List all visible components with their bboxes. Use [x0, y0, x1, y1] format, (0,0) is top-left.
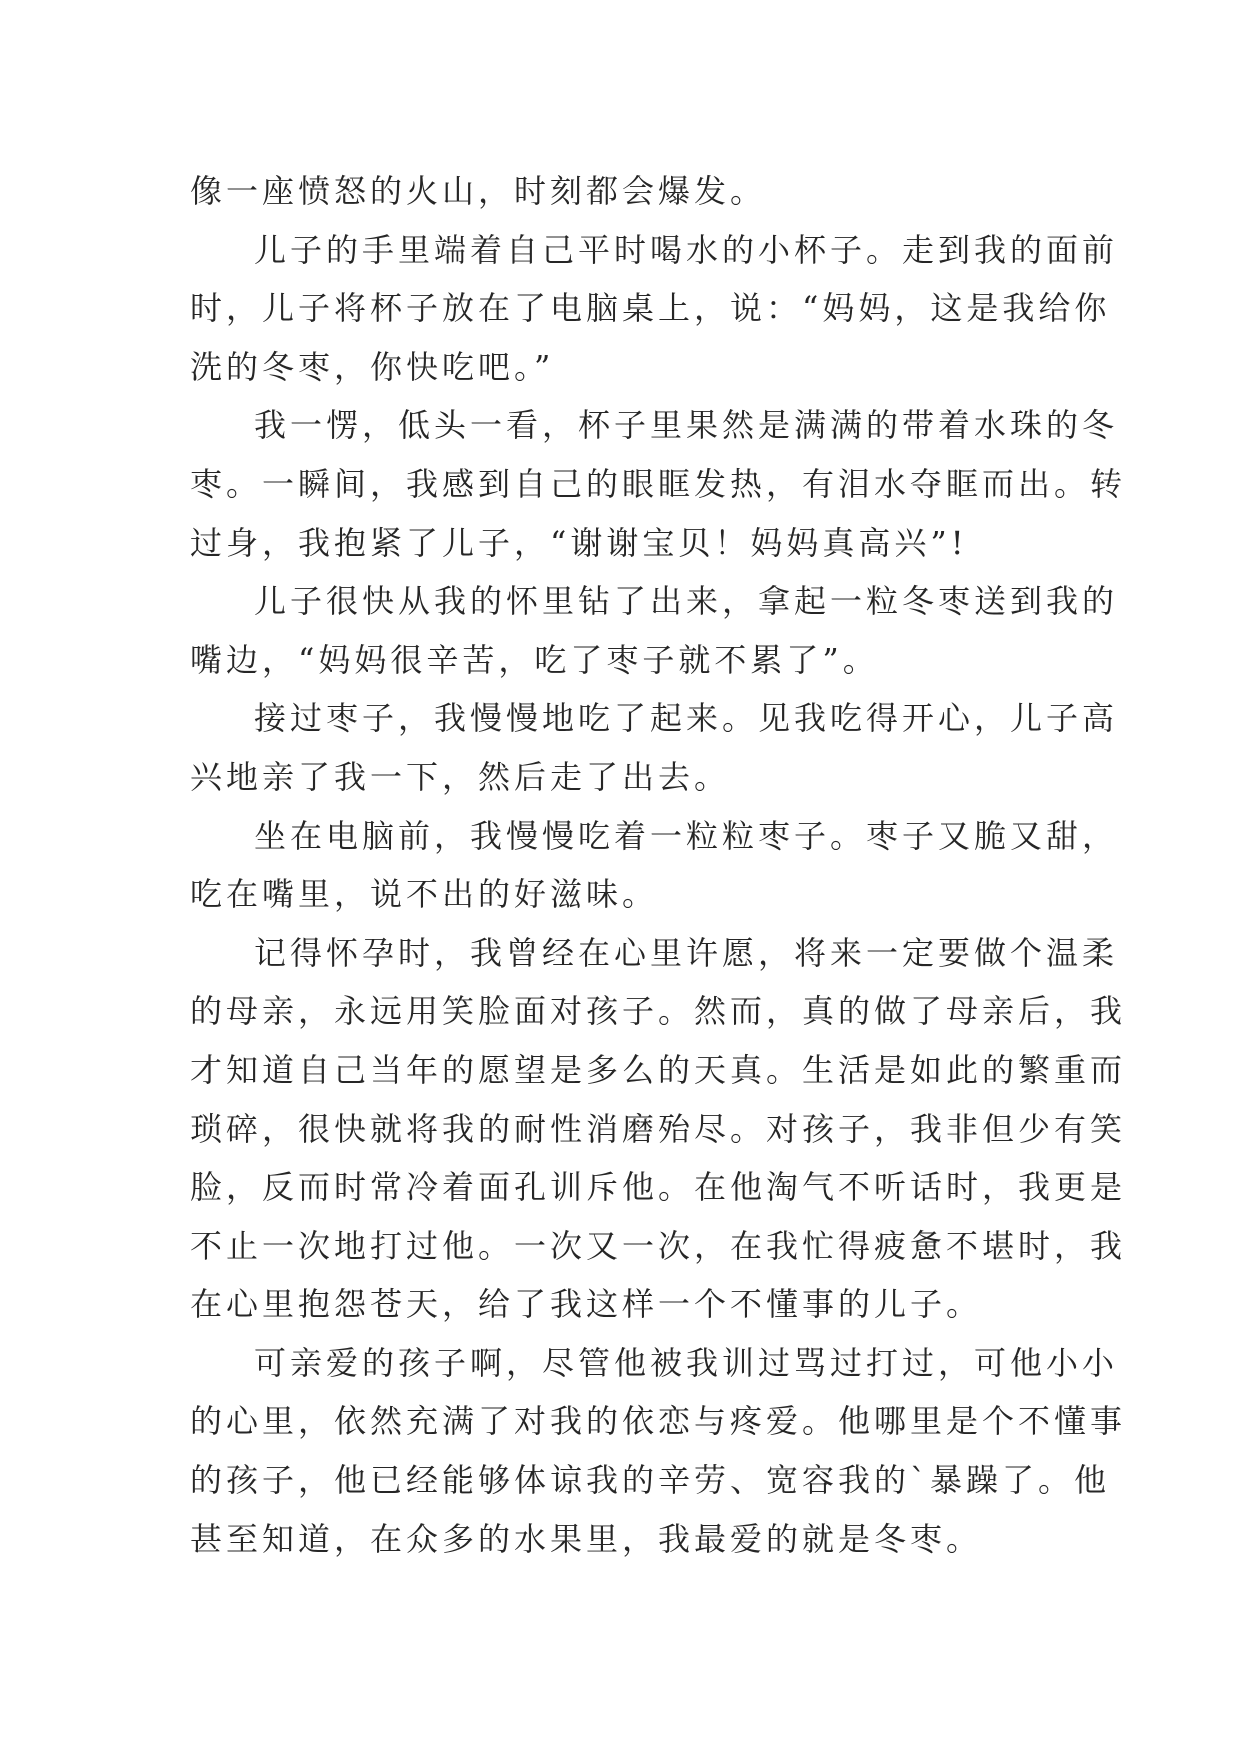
text-line: 接过枣子，我慢慢地吃了起来。见我吃得开心，儿子高: [254, 699, 1119, 738]
text-line: 像一座愤怒的火山，时刻都会爆发。: [190, 172, 767, 210]
text-line: 不止一次地打过他。一次又一次，在我忙得疲惫不堪时，我: [190, 1226, 1127, 1265]
text-line: 才知道自己当年的愿望是多么的天真。生活是如此的繁重而: [190, 1050, 1127, 1089]
text-line: 可亲爱的孩子啊，尽管他被我训过骂过打过，可他小小: [254, 1343, 1119, 1382]
text-line: 嘴边，“妈妈很辛苦，吃了枣子就不累了”。: [190, 640, 879, 679]
text-line: 我一愣，低头一看，杯子里果然是满满的带着水珠的冬: [254, 406, 1119, 445]
text-line: 的孩子，他已经能够体谅我的辛劳、宽容我的`暴躁了。他: [190, 1461, 1111, 1500]
document-body: [190, 162, 1127, 1568]
text-line: 时，儿子将杯子放在了电脑桌上，说：“妈妈，这是我给你: [190, 289, 1111, 328]
text-line: 兴地亲了我一下，然后走了出去。: [190, 757, 731, 796]
text-line: 的母亲，永远用笑脸面对孩子。然而，真的做了母亲后，我: [190, 992, 1127, 1031]
text-line: 吃在嘴里，说不出的好滋味。: [190, 875, 659, 914]
text-line: 甚至知道，在众多的水果里，我最爱的就是冬枣。: [190, 1519, 983, 1558]
text-line: 枣。一瞬间，我感到自己的眼眶发热，有泪水夺眶而出。转: [190, 464, 1127, 503]
text-line: 过身，我抱紧了儿子，“谢谢宝贝！妈妈真高兴”!: [190, 523, 968, 562]
text-line: 儿子的手里端着自己平时喝水的小杯子。走到我的面前: [254, 230, 1119, 269]
text-line: 在心里抱怨苍天，给了我这样一个不懂事的儿子。: [190, 1285, 983, 1324]
text-line: 记得怀孕时，我曾经在心里许愿，将来一定要做个温柔: [254, 933, 1119, 972]
text-line: 坐在电脑前，我慢慢吃着一粒粒枣子。枣子又脆又甜，: [254, 816, 1119, 855]
text-line: 脸，反而时常冷着面孔训斥他。在他淘气不听话时，我更是: [190, 1168, 1127, 1207]
text-line: 琐碎，很快就将我的耐性消磨殆尽。对孩子，我非但少有笑: [190, 1109, 1127, 1148]
text-line: 洗的冬枣，你快吃吧。”: [190, 347, 555, 386]
text-line: 儿子很快从我的怀里钻了出来，拿起一粒冬枣送到我的: [254, 582, 1119, 621]
text-line: 的心里，依然充满了对我的依恋与疼爱。他哪里是个不懂事: [190, 1402, 1127, 1441]
